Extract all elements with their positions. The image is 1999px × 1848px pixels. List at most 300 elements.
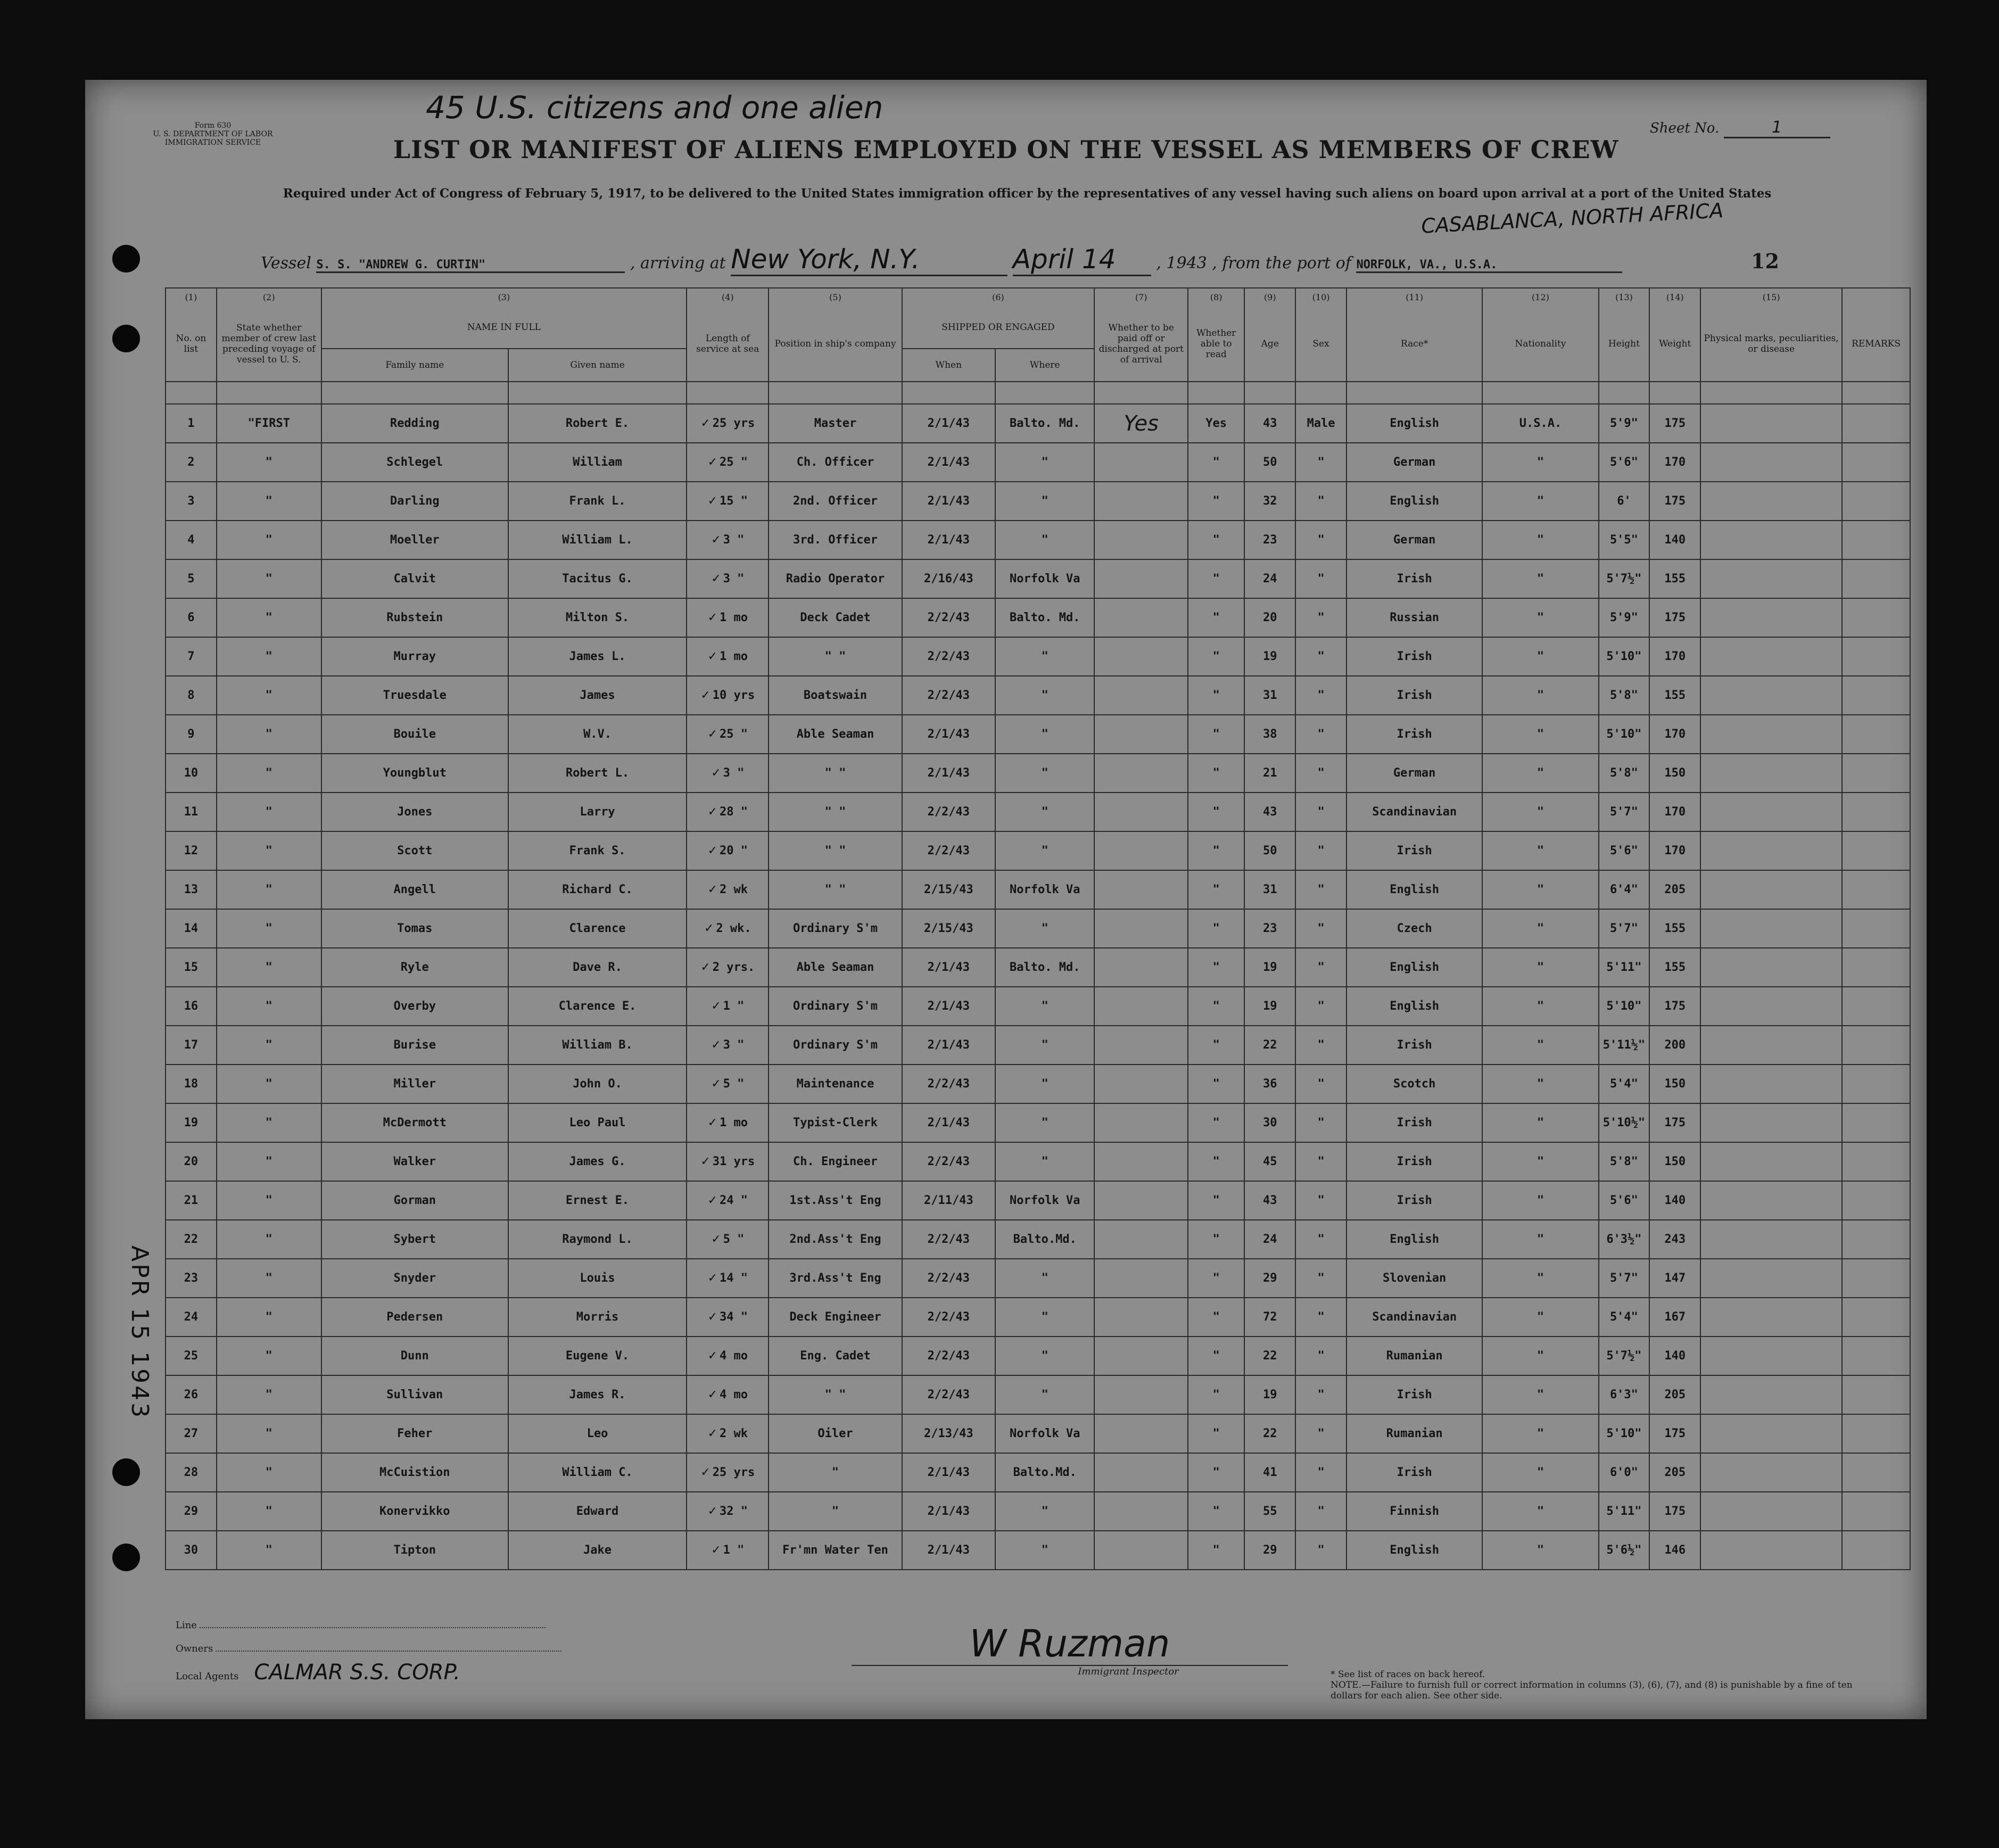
race: English [1390,417,1440,430]
able-to-read-cell [1188,1414,1244,1453]
row-number-cell [166,482,217,521]
shipped-where-cell [995,1531,1094,1570]
shipped-where: Balto.Md. [1013,1233,1077,1246]
row-number: 11 [184,805,199,819]
height: 5'7" [1609,1272,1638,1285]
sex-cell [1295,1414,1347,1453]
remarks-cell [1842,909,1910,948]
row-number: 13 [184,883,199,896]
able-to-read-cell [1188,598,1244,637]
age-cell [1244,443,1295,482]
length-of-service-cell [687,1220,769,1259]
family-name-cell [321,521,508,559]
given-name-cell [508,1375,687,1414]
page-subtitle: Required under Act of Congress of February 5, 1917, to be delivered to the United States immigration officer by the representatives of any vessel having such aliens on board upon arrival at a port of the United States [283,186,1772,201]
row-number: 7 [187,650,195,663]
table-row [166,948,1910,987]
family-name: Snyder [393,1272,436,1285]
family-name-cell [321,1414,508,1453]
nationality-cell [1482,676,1598,715]
age-cell [1244,559,1295,598]
height-cell [1599,948,1650,987]
physical-marks-cell [1700,1065,1842,1103]
race-cell [1347,482,1482,521]
state-whether: " [265,1349,272,1363]
shipped-where: " [1041,1077,1048,1091]
sex: " [1317,1116,1325,1129]
length-of-service-cell [687,443,769,482]
given-name-cell [508,870,687,909]
race: English [1390,1233,1440,1246]
race-cell [1347,870,1482,909]
nationality-cell [1482,443,1598,482]
remarks-cell [1842,482,1910,521]
shipped-where: " [1041,650,1048,663]
length-of-service-cell [687,715,769,754]
shipped-when: 2/2/43 [927,689,970,702]
position-cell [769,1414,902,1453]
shipped-where-cell [995,404,1094,443]
able-to-read: " [1212,1427,1220,1440]
given-name: Jake [583,1544,612,1557]
able-to-read-cell [1188,1220,1244,1259]
able-to-read: " [1212,1038,1220,1052]
weight-cell [1649,793,1700,831]
table-row [166,404,1910,443]
nationality-cell [1482,1453,1598,1492]
weight-cell [1649,1336,1700,1375]
remarks-cell [1842,598,1910,637]
race: Irish [1397,1038,1432,1052]
table-row [166,754,1910,793]
header-remarks: REMARKS [1842,307,1910,382]
shipped-when-cell [902,1298,996,1336]
able-to-read-cell [1188,1181,1244,1220]
paid-off-cell [1094,1492,1188,1531]
age-cell [1244,1103,1295,1142]
table-row [166,1142,1910,1181]
able-to-read: " [1212,1388,1220,1401]
physical-marks-cell [1700,1026,1842,1065]
nationality: " [1537,1310,1544,1324]
state-whether: " [265,922,272,935]
given-name: Frank S. [569,844,626,857]
vessel-name: S. S. "ANDREW G. CURTIN" [316,258,625,273]
nationality: " [1537,1466,1544,1479]
table-row [166,559,1910,598]
row-number-cell [166,1065,217,1103]
remarks-cell [1842,754,1910,793]
race: Scotch [1393,1077,1436,1091]
height: 5'6" [1609,844,1638,857]
nationality-cell [1482,1103,1598,1142]
race-cell [1347,1065,1482,1103]
race: Irish [1397,1155,1432,1168]
physical-marks-cell [1700,1531,1842,1570]
weight: 170 [1664,805,1686,819]
row-number-cell [166,754,217,793]
line-label: Line [176,1620,197,1631]
age: 31 [1263,689,1277,702]
physical-marks-cell [1700,1181,1842,1220]
checkmark-icon: ✓ [700,1155,711,1168]
remarks-cell [1842,1453,1910,1492]
remarks-cell [1842,676,1910,715]
shipped-when-cell [902,559,996,598]
position-cell [769,404,902,443]
age: 23 [1263,922,1277,935]
paid-off-cell [1094,1181,1188,1220]
weight-cell [1649,1065,1700,1103]
position: " " [824,805,846,819]
age-cell [1244,870,1295,909]
paid-off-cell [1094,443,1188,482]
position-cell [769,793,902,831]
row-number-cell [166,909,217,948]
shipped-where: " [1041,1505,1048,1518]
shipped-when: 2/1/43 [927,1038,970,1052]
paid-off-cell [1094,559,1188,598]
family-name: Youngblut [383,766,447,780]
nationality-cell [1482,1220,1598,1259]
row-number: 1 [187,417,195,430]
length-of-service-cell [687,1375,769,1414]
row-number: 19 [184,1116,199,1129]
sex: " [1317,1427,1325,1440]
given-name: Frank L. [569,494,626,508]
paid-off-cell [1094,987,1188,1026]
shipped-where-cell [995,637,1094,676]
shipped-when: 2/16/43 [923,572,973,585]
shipped-where-cell [995,987,1094,1026]
sex: " [1317,1155,1325,1168]
shipped-where-cell [995,909,1094,948]
nationality: " [1537,1388,1544,1401]
position: Able Seaman [796,728,874,741]
table-row [166,637,1910,676]
sex-cell [1295,1375,1347,1414]
state-whether: " [265,961,272,974]
state-whether-cell [217,1103,321,1142]
length-of-service: 25 " [720,456,748,469]
age: 24 [1263,572,1277,585]
state-whether-cell [217,831,321,870]
able-to-read: " [1212,1077,1220,1091]
crew-rows [166,404,1910,1570]
shipped-where: Balto. Md. [1010,611,1080,624]
able-to-read: " [1212,456,1220,469]
length-of-service: 32 " [720,1505,748,1518]
nationality: " [1537,766,1544,780]
row-number: 16 [184,1000,199,1013]
race-cell [1347,948,1482,987]
state-whether-cell [217,1181,321,1220]
able-to-read: " [1212,650,1220,663]
citizens-note: 45 U.S. citizens and one alien [426,89,883,126]
shipped-when: 2/1/43 [927,961,970,974]
shipped-where-cell [995,1220,1094,1259]
vessel-line [261,244,1622,276]
position: 3rd.Ass't Eng [789,1272,881,1285]
family-name: Bouile [393,728,436,741]
column-header-row [166,307,1910,349]
sex-cell [1295,1453,1347,1492]
sex-cell [1295,1298,1347,1336]
length-of-service: 25 yrs [712,417,755,430]
position-cell [769,1298,902,1336]
length-of-service: 4 mo [720,1349,748,1363]
given-name: William B. [562,1038,633,1052]
state-whether-cell [217,870,321,909]
sex-cell [1295,715,1347,754]
paid-off-cell [1094,948,1188,987]
family-name-cell [321,1103,508,1142]
table-row [166,1375,1910,1414]
shipped-when: 2/1/43 [927,533,970,547]
paid-off-cell [1094,1375,1188,1414]
age: 45 [1263,1155,1277,1168]
able-to-read: " [1212,844,1220,857]
sex-cell [1295,1065,1347,1103]
family-name: Calvit [393,572,436,585]
able-to-read: " [1212,1544,1220,1557]
family-name: Moeller [390,533,440,547]
remarks-cell [1842,1259,1910,1298]
state-whether: " [265,1116,272,1129]
row-number-cell [166,987,217,1026]
paid-off-cell [1094,909,1188,948]
row-number: 5 [187,572,195,585]
family-name-cell [321,404,508,443]
paid-off-cell [1094,1531,1188,1570]
form-number: Form 630 [194,121,232,130]
able-to-read-cell [1188,559,1244,598]
length-of-service-cell [687,1142,769,1181]
shipped-when: 2/2/43 [927,805,970,819]
sex-cell [1295,598,1347,637]
shipped-when: 2/15/43 [923,883,973,896]
paid-off-cell [1094,637,1188,676]
weight-cell [1649,1414,1700,1453]
able-to-read: " [1212,1116,1220,1129]
able-to-read-cell [1188,637,1244,676]
given-name-cell [508,1531,687,1570]
weight: 170 [1664,844,1686,857]
checkmark-icon: ✓ [707,1310,717,1324]
length-of-service-cell [687,559,769,598]
table-row [166,831,1910,870]
nationality-cell [1482,909,1598,948]
length-of-service: 3 " [723,572,745,585]
shipped-when-cell [902,598,996,637]
given-name: William [573,456,622,469]
remarks-cell [1842,1414,1910,1453]
weight: 175 [1664,1116,1686,1129]
race: Irish [1397,844,1432,857]
table-row [166,1492,1910,1531]
shipped-where: " [1041,1116,1048,1129]
checkmark-icon: ✓ [707,494,717,508]
race: Irish [1397,572,1432,585]
shipped-where-cell [995,443,1094,482]
given-name: Dave R. [573,961,622,974]
from-port-typed: NORFOLK, VA., U.S.A. [1356,258,1622,273]
paid-off-cell [1094,1298,1188,1336]
position-cell [769,831,902,870]
sex: " [1317,1000,1325,1013]
length-of-service-cell [687,521,769,559]
sex-cell [1295,676,1347,715]
nationality-cell [1482,948,1598,987]
remarks-cell [1842,1336,1910,1375]
physical-marks-cell [1700,404,1842,443]
sex: " [1317,1349,1325,1363]
nationality-cell [1482,482,1598,521]
length-of-service-cell [687,987,769,1026]
shipped-where-cell [995,715,1094,754]
page-number: 12 [1751,249,1779,273]
remarks-cell [1842,715,1910,754]
able-to-read-cell [1188,1453,1244,1492]
row-number: 17 [184,1038,199,1052]
length-of-service-cell [687,404,769,443]
shipped-where: Balto. Md. [1010,961,1080,974]
length-of-service-cell [687,831,769,870]
race: Rumanian [1386,1427,1443,1440]
race: Czech [1397,922,1432,935]
shipped-where-cell [995,1453,1094,1492]
shipped-where: Norfolk Va [1010,572,1080,585]
weight: 175 [1664,1427,1686,1440]
shipped-where: " [1041,922,1048,935]
state-whether: " [265,689,272,702]
row-number: 23 [184,1272,199,1285]
state-whether: " [265,1310,272,1324]
family-name-cell [321,637,508,676]
age: 43 [1263,417,1277,430]
age: 22 [1263,1349,1277,1363]
nationality: " [1537,805,1544,819]
shipped-when: 2/1/43 [927,494,970,508]
position: Deck Cadet [800,611,871,624]
given-name-cell [508,637,687,676]
age-cell [1244,637,1295,676]
state-whether: " [265,494,272,508]
row-number: 3 [187,494,195,508]
header-physical: Physical marks, peculiarities, or disease [1700,307,1842,382]
able-to-read-cell [1188,948,1244,987]
physical-marks-cell [1700,1103,1842,1142]
shipped-when-cell [902,793,996,831]
family-name: Ryle [400,961,429,974]
state-whether-cell [217,637,321,676]
table-row [166,521,1910,559]
physical-marks-cell [1700,715,1842,754]
sex: " [1317,922,1325,935]
race: Irish [1397,650,1432,663]
paid-off-cell [1094,1142,1188,1181]
shipped-when-cell [902,1492,996,1531]
row-number-cell [166,1026,217,1065]
family-name-cell [321,870,508,909]
age: 29 [1263,1272,1277,1285]
given-name-cell [508,1181,687,1220]
sex: " [1317,1310,1325,1324]
physical-marks-cell [1700,676,1842,715]
weight: 140 [1664,1194,1686,1207]
able-to-read-cell [1188,987,1244,1026]
family-name: Darling [390,494,440,508]
length-of-service-cell [687,1336,769,1375]
state-whether-cell [217,754,321,793]
weight-cell [1649,715,1700,754]
weight-cell [1649,1103,1700,1142]
year-label: , 1943 [1156,254,1207,273]
given-name: Milton S. [565,611,630,624]
race: Irish [1397,1116,1432,1129]
inspector-label: Immigrant Inspector [1078,1666,1179,1677]
given-name: John O. [573,1077,622,1091]
family-name-cell [321,1375,508,1414]
checkmark-icon: ✓ [707,1505,717,1518]
weight: 150 [1664,1155,1686,1168]
given-name-cell [508,831,687,870]
family-name-cell [321,1453,508,1492]
position: Master [814,417,857,430]
able-to-read: " [1212,805,1220,819]
given-name: Eugene V. [565,1349,630,1363]
family-name-cell [321,1065,508,1103]
row-number-cell [166,715,217,754]
length-of-service-cell [687,909,769,948]
sheet-label: Sheet No. [1650,120,1720,136]
nationality-cell [1482,793,1598,831]
position: 1st.Ass't Eng [789,1194,881,1207]
state-whether-cell [217,1492,321,1531]
length-of-service: 14 " [720,1272,748,1285]
shipped-when: 2/2/43 [927,1155,970,1168]
shipped-when-cell [902,1453,996,1492]
row-number-cell [166,831,217,870]
able-to-read: " [1212,533,1220,547]
sex-cell [1295,637,1347,676]
height-cell [1599,443,1650,482]
shipped-where: " [1041,1349,1048,1363]
table-row [166,1065,1910,1103]
height-cell [1599,521,1650,559]
spacer-row [166,382,1910,404]
weight: 147 [1664,1272,1686,1285]
position: " " [824,1388,846,1401]
header-age: Age [1244,307,1295,382]
height: 5'10" [1606,1427,1642,1440]
height: 5'8" [1609,1155,1638,1168]
height: 6' [1617,494,1631,508]
age-cell [1244,1414,1295,1453]
able-to-read: " [1212,494,1220,508]
state-whether-cell [217,1065,321,1103]
height: 5'7½" [1606,1349,1642,1363]
position: Deck Engineer [789,1310,881,1324]
header-sex: Sex [1295,307,1347,382]
state-whether: " [265,1544,272,1557]
able-to-read-cell [1188,1103,1244,1142]
nationality: " [1537,1505,1544,1518]
height-cell [1599,404,1650,443]
length-of-service-cell [687,482,769,521]
height: 5'4" [1609,1310,1638,1324]
weight: 155 [1664,922,1686,935]
